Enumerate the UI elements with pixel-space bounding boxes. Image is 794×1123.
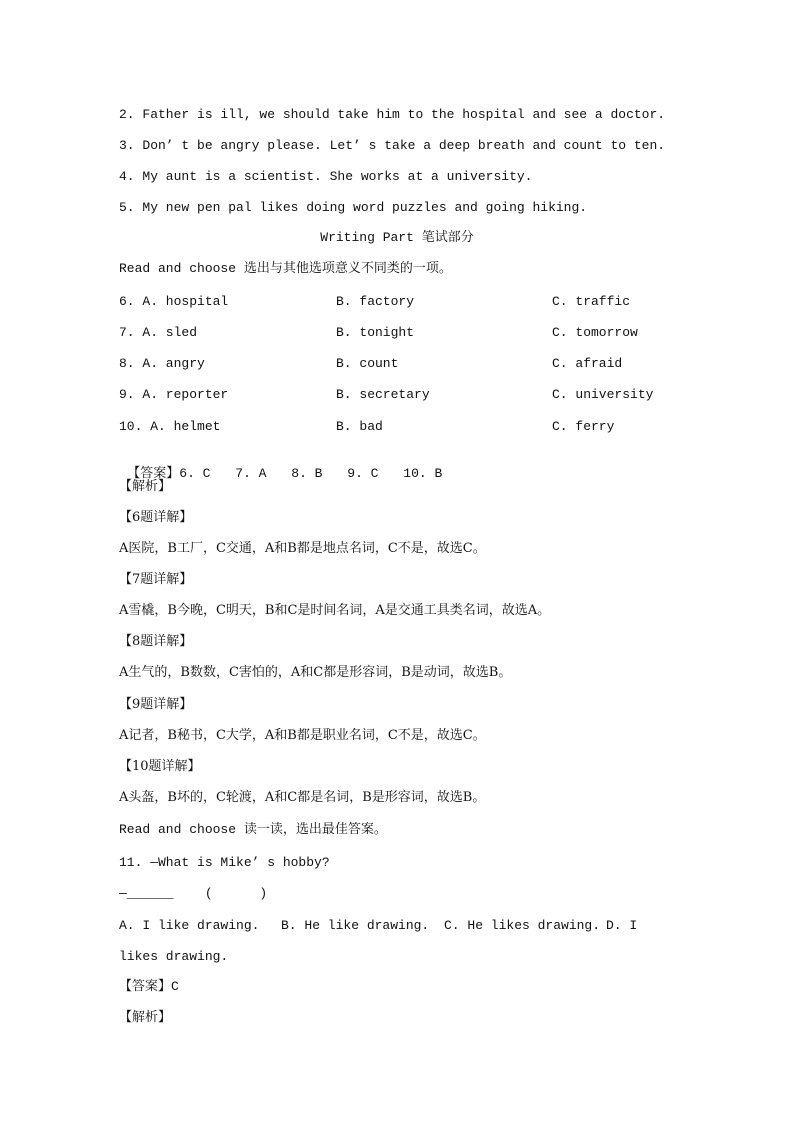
q11-choice-b: B. He like drawing. [281, 918, 430, 933]
answer-6: 6. C [179, 466, 211, 481]
answer-9: 9. C [347, 466, 379, 481]
option-b: B. tonight [336, 325, 415, 340]
detail-8-title: 【8题详解】 [119, 634, 193, 649]
q11-choice-c: C. He likes drawing. [444, 918, 601, 933]
option-a: 8. A. angry [119, 356, 205, 371]
writing-part-title: Writing Part 笔试部分 [320, 230, 474, 245]
option-a: 7. A. sled [119, 325, 198, 340]
q11-choice-a: A. I like drawing. [119, 918, 260, 933]
option-a: 9. A. reporter [119, 387, 229, 402]
detail-8-text: A生气的，B数数，C害怕的，A和C都是形容词，B是动词，故选B。 [119, 665, 512, 680]
question-6 [119, 293, 679, 311]
question-9 [119, 386, 679, 404]
question-8 [119, 355, 679, 373]
option-c: C. tomorrow [552, 325, 638, 340]
detail-10-text: A头盔，B坏的，C轮渡，A和C都是名词，B是形容词，故选B。 [119, 790, 486, 805]
option-c: C. university [552, 387, 654, 402]
option-b: B. factory [336, 294, 415, 309]
detail-7-title: 【7题详解】 [119, 572, 193, 587]
answer-value: C [171, 979, 179, 994]
answer-10: 10. B [403, 466, 443, 481]
analysis-label: 【解析】 [119, 479, 172, 494]
detail-7-text: A雪橇，B今晚，C明天，B和C是时间名词，A是交通工具类名词，故选A。 [119, 603, 551, 618]
detail-9-title: 【9题详解】 [119, 697, 193, 712]
section1-instruction: Read and choose 选出与其他选项意义不同类的一项。 [119, 261, 452, 276]
option-b: B. secretary [336, 387, 430, 402]
option-a: 6. A. hospital [119, 294, 229, 309]
option-b: B. bad [336, 419, 383, 434]
answer-7: 7. A [235, 466, 267, 481]
sentence-5: 5. My new pen pal likes doing word puzzles and going hiking. [119, 200, 588, 215]
sentence-2: 2. Father is ill, we should take him to the hospital and see a doctor. [119, 107, 666, 122]
detail-6-title: 【6题详解】 [119, 510, 193, 525]
answer-8: 8. B [291, 466, 323, 481]
q11-analysis-label: 【解析】 [119, 1010, 172, 1025]
answer-label: 【答案】 [119, 979, 172, 994]
option-b: B. count [336, 356, 399, 371]
detail-6-text: A医院，B工厂，C交通，A和B都是地点名词，C不是，故选C。 [119, 541, 486, 556]
option-c: C. ferry [552, 419, 615, 434]
sentence-3: 3. Don’ t be angry please. Let’ s take a deep breath and count to ten. [119, 138, 666, 153]
sentence-4: 4. My aunt is a scientist. She works at a university. [119, 169, 533, 184]
q11-choices-continued: likes drawing. [119, 949, 229, 964]
question-7 [119, 324, 679, 342]
option-c: C. traffic [552, 294, 631, 309]
q11-choice-d: D. I [606, 918, 638, 933]
option-a: 10. A. helmet [119, 419, 221, 434]
q11-blank: —______ ( ) [119, 886, 268, 901]
option-c: C. afraid [552, 356, 623, 371]
q11-choices [119, 917, 639, 935]
question-10 [119, 418, 679, 436]
section2-instruction: Read and choose 读一读，选出最佳答案。 [119, 822, 387, 837]
detail-10-title: 【10题详解】 [119, 759, 201, 774]
q11-answer [119, 978, 179, 996]
q11-question: 11. —What is Mike’ s hobby? [119, 855, 330, 870]
answers-label: 【答案】 [127, 466, 180, 481]
detail-9-text: A记者，B秘书，C大学，A和B都是职业名词，C不是，故选C。 [119, 728, 486, 743]
